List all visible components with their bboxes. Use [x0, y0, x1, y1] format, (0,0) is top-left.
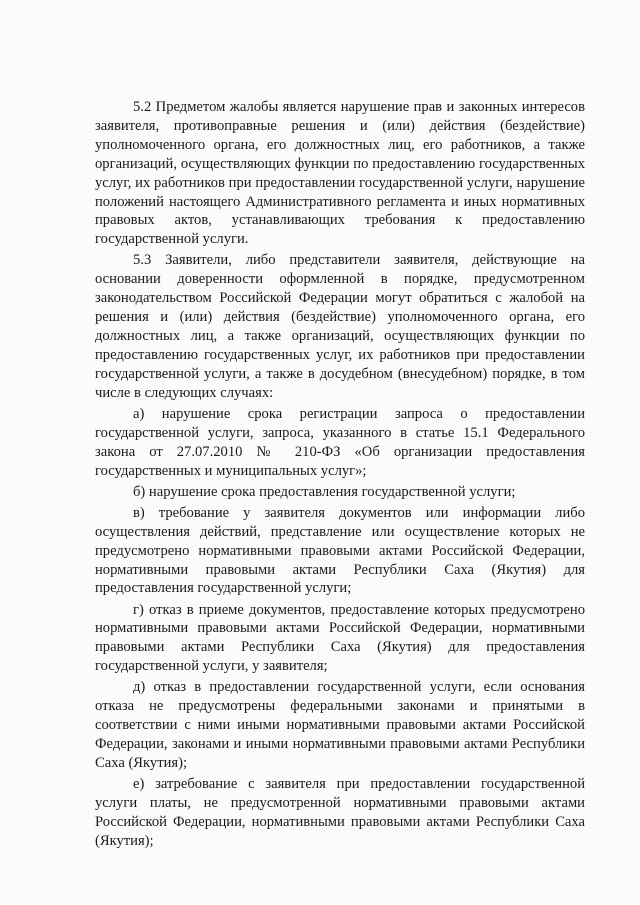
list-item-e: е) затребование с заявителя при предоставлении государственной услуги платы, не предусмотренной нормативными правовыми актами Российской Федерации, нормативными правовыми актами Республики Саха (Якутия);: [95, 776, 585, 849]
list-item-v: в) требование у заявителя документов или информации либо осуществления действий, представление или осуществление которых не предусмотрено нормативными правовыми актами Российской Федерации, нормативными правовыми актами Республики Саха (Якутия) для предоставления государственной услуги;: [95, 504, 585, 597]
list-item-g: г) отказ в приеме документов, предоставление которых предусмотрено нормативными правовыми актами Российской Федерации, нормативными правовыми актами Республики Саха (Якутия) для предоставления государственной услуги, у заявителя;: [95, 601, 585, 675]
paragraph-5-2: 5.2 Предметом жалобы является нарушение прав и законных интересов заявителя, противоправные решения и (или) действия (бездействие) уполномоченного органа, его должностных лиц, его работников, а также организаций, осуществляющих функции по предоставлению государственных услуг, их работников при предоставлении государственной услуги, нарушение положений настоящего Административного регламента и иных нормативных правовых актов, устанавливающих требования к предоставлению государственной услуги.: [95, 99, 585, 248]
paragraph-5-3: 5.3 Заявители, либо представители заявителя, действующие на основании доверенности оформленной в порядке, предусмотренном законодательством Российской Федерации могут обратиться с жалобой на решения и (или) действия (бездействие) уполномоченного органа, его должностных лиц, а также организаций, осуществляющих функции по предоставлению государственных услуг, их работников при предоставлении государственной услуги, а также в досудебном (внесудебном) порядке, в том числе в следующих случаях:: [95, 252, 585, 401]
list-item-d: д) отказ в предоставлении государственной услуги, если основания отказа не предусмотрены федеральными законами и принятыми в соответствии с ними иными нормативными правовыми актами Российской Федерации, законами и иными нормативными правовыми актами Республики Саха (Якутия);: [95, 679, 585, 771]
list-item-b: б) нарушение срока предоставления государственной услуги;: [133, 483, 516, 500]
list-item-a: а) нарушение срока регистрации запроса о предоставлении государственной услуги, запроса, указанного в статье 15.1 Федерального закона от 27.07.2010 № 210-ФЗ «Об организации предоставления государственных и муниципальных услуг»;: [95, 405, 585, 479]
document-body: [95, 98, 585, 853]
